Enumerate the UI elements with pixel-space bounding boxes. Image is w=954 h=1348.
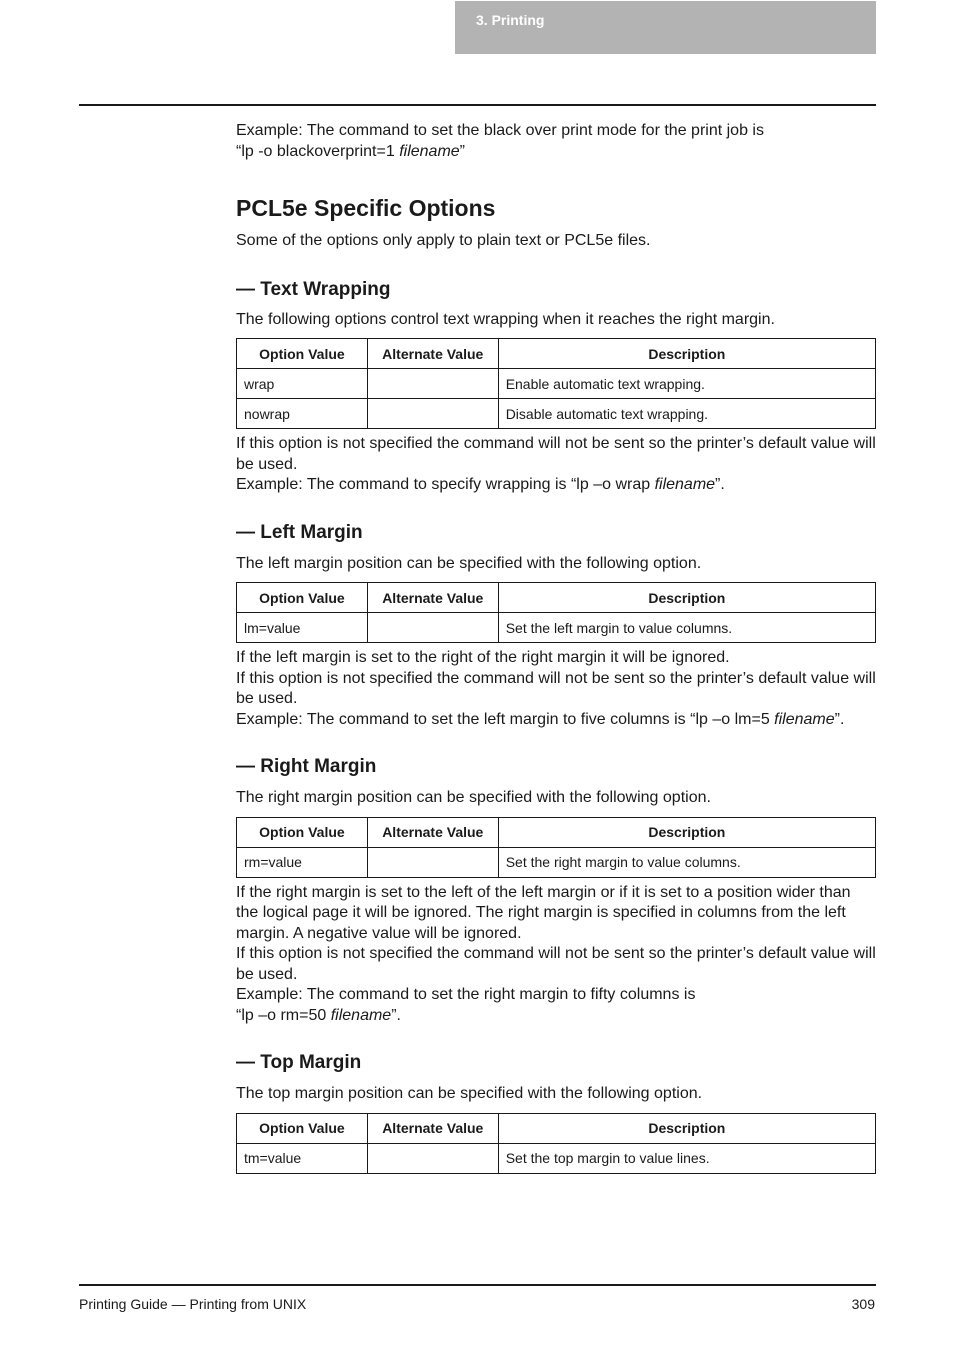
top-margin-title: — Top Margin [236, 1052, 362, 1073]
header-description: Description [498, 583, 875, 613]
left-margin-note2: If this option is not specified the command will not be sent so the printer’s default value will be used. [236, 669, 876, 707]
table-row [237, 847, 876, 877]
example-prefix: Example: The command to set the left margin to five columns is “lp –o lm=5 [236, 710, 775, 728]
cell-alternate [367, 369, 498, 399]
header-description: Description [498, 339, 875, 369]
left-margin-example [236, 710, 876, 731]
header-alternate-value: Alternate Value [367, 1113, 498, 1143]
cell-description: Set the left margin to value columns. [498, 613, 875, 643]
cell-description: Enable automatic text wrapping. [498, 369, 875, 399]
example-suffix: ”. [715, 476, 725, 493]
intro-line2-suffix: ” [459, 142, 465, 160]
footer-title: Printing Guide — Printing from UNIX [79, 1296, 307, 1312]
header-option-value: Option Value [237, 583, 368, 613]
table-header-row [237, 339, 876, 369]
text-wrapping-intro: The following options control text wrapping when it reaches the right margin. [236, 310, 775, 328]
right-margin-example [236, 985, 876, 1026]
example-line1: Example: The command to set the right margin to fifty columns is [236, 986, 696, 1003]
example-suffix: ”. [834, 710, 845, 728]
example-italic: filename [774, 710, 835, 728]
left-margin-table [236, 582, 876, 643]
cell-description: Set the top margin to value lines. [498, 1143, 875, 1173]
header-option-value: Option Value [237, 817, 368, 847]
table-header-row [237, 817, 876, 847]
cell-alternate [367, 613, 498, 643]
cell-option: lm=value [237, 613, 368, 643]
text-wrapping-note: If this option is not specified the command will not be sent so the printer’s default value will be used. [236, 435, 876, 473]
section-title: PCL5e Specific Options [236, 195, 496, 221]
page-content [236, 121, 876, 1174]
left-margin-title: — Left Margin [236, 521, 363, 543]
cell-alternate [367, 399, 498, 429]
header-alternate-value: Alternate Value [367, 339, 498, 369]
table-row [237, 399, 876, 429]
top-margin-table [236, 1113, 876, 1174]
example-suffix: ”. [391, 1006, 401, 1024]
right-margin-title: — Right Margin [236, 756, 377, 777]
top-margin-intro: The top margin position can be specified with the following option. [236, 1085, 703, 1102]
table-row [237, 613, 876, 643]
page-number: 309 [851, 1296, 875, 1312]
text-wrapping-title: — Text Wrapping [236, 278, 391, 300]
right-margin-intro: The right margin position can be specified with the following option. [236, 789, 711, 806]
chapter-tab [455, 1, 876, 54]
table-header-row [237, 583, 876, 613]
intro-line2-prefix: “lp -o blackoverprint=1 [236, 142, 400, 160]
chapter-label: 3. Printing [476, 12, 545, 28]
cell-option: tm=value [237, 1143, 368, 1173]
header-description: Description [498, 1113, 875, 1143]
right-margin-table [236, 817, 876, 878]
example-italic: filename [654, 476, 716, 493]
cell-alternate [367, 847, 498, 877]
table-row [237, 369, 876, 399]
cell-description: Disable automatic text wrapping. [498, 399, 875, 429]
left-margin-intro: The left margin position can be specified with the following option. [236, 554, 702, 572]
header-alternate-value: Alternate Value [367, 583, 498, 613]
cell-option: rm=value [237, 847, 368, 877]
right-margin-note1: If the right margin is set to the left of the left margin or if it is set to a position wider than the logical page it will be ignored. The right margin is specified in columns from the left margin. A negative value will be ignored. [236, 883, 851, 942]
example-prefix: Example: The command to specify wrapping is “lp –o wrap [236, 476, 655, 493]
example-prefix: “lp –o rm=50 [236, 1006, 331, 1024]
intro-example [236, 121, 876, 162]
example-italic: filename [330, 1006, 392, 1024]
section-intro: Some of the options only apply to plain text or PCL5e files. [236, 232, 651, 249]
header-rule [79, 104, 876, 106]
header-alternate-value: Alternate Value [367, 817, 498, 847]
header-description: Description [498, 817, 875, 847]
intro-line1: Example: The command to set the black over print mode for the print job is [236, 122, 764, 139]
table-header-row [237, 1113, 876, 1143]
right-margin-note2: If this option is not specified the command will not be sent so the printer’s default value will be used. [236, 945, 876, 983]
cell-description: Set the right margin to value columns. [498, 847, 875, 877]
text-wrapping-table [236, 338, 876, 429]
cell-option: wrap [237, 369, 368, 399]
header-option-value: Option Value [237, 339, 368, 369]
table-row [237, 1143, 876, 1173]
intro-line2-italic: filename [399, 142, 460, 160]
header-option-value: Option Value [237, 1113, 368, 1143]
text-wrapping-example [236, 475, 876, 496]
cell-alternate [367, 1143, 498, 1173]
footer-rule [79, 1284, 876, 1286]
cell-option: nowrap [237, 399, 368, 429]
left-margin-note1: If the left margin is set to the right of the right margin it will be ignored. [236, 649, 730, 666]
